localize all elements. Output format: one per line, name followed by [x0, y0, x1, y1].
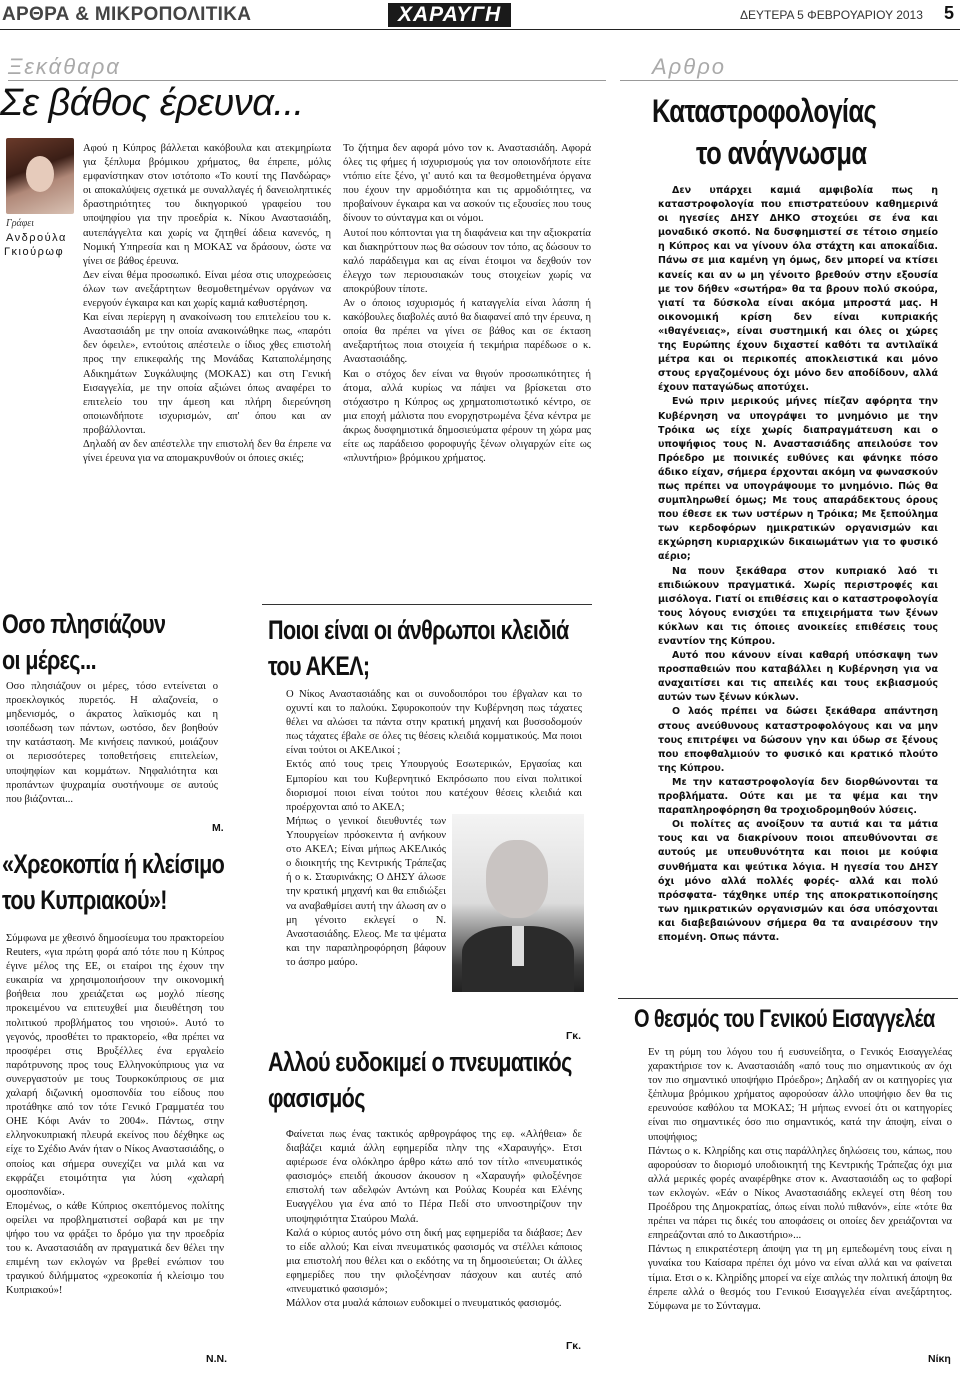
- paragraph: Εν τη ρύμη του λόγου του ή ευσυνείδητα, ο Γενικός Εισαγγελέας χαρακτήρισε τον κ. Αναστασιάδη «από τους πιο σημαντικούς αν όχι τον πιο σημαντικό υποψήφιο Πρόεδρο»; Δηλαδή αν οι κατηγορίες για ξέπλυμα βρόμικου χρήματος αφορούσαν άλλο υποψήφιο δεν θα τις ερευνούσε καθόλου τα ΜΟΚΑΣ; Ή μήπως εννοεί ότι οι κατηγορίες είναι πιο σημαντικές όσο πιο σημαντικός, κατά την άποψη, είναι ο υποψήφιος;: [648, 1047, 952, 1143]
- piece-text: [286, 1128, 582, 1311]
- brief-text-block: [6, 932, 224, 1298]
- paragraph: Πάντως η επικρατέστερη άποψη για τη μη εμπεδωμένη τους είναι η γυναίκα του Καίσαρα πρέπει όχι μόνο να είναι αλλά και να φαίνεται τίμια. Ετσι ο κ. Κληρίδης μπορεί να είχε απλώς την πολιτική άποψη θα έπρεπε αλλά ο θεσμός του Γενικού Εισαγγελέα είναι ανεξάρτητος. Σύμφωνα με το Σύνταγμα.: [648, 1244, 952, 1312]
- piece-signature: Νίκη: [928, 1353, 951, 1365]
- article-column-1: [83, 142, 331, 466]
- politician-photo: [452, 814, 584, 992]
- column-kicker-right: Αρθρο: [652, 54, 727, 79]
- face-shape: [26, 156, 54, 192]
- head-shape: [486, 840, 548, 918]
- paragraph: Σύμφωνα με χθεσινό δημοσίευμα του πρακτορείου Reuters, «για πρώτη φορά από τότε που η Κύπρος έγινε μέλος της ΕΕ, οι εταίροι της έχουν την ευκαιρία να χρησιμοποιήσουν την οικονομική βοήθεια που χρειάζεται ως μοχλό πίεσης προκειμένου να επιτευχθεί μια διευθέτηση του πολιτικού προβλήματος του νησιού». Αυτό το γεγονός, προσθέτει το πρακτορείο, «θα πρέπει να προσφέρει στις Βρυξέλλες ένα εργαλείο παρότρυνσης προς τους Ελληνοκύπριους για να συνεργαστούν με τους Τουρκοκύπριους σε μια χαλαρή διζωνική ομοσπονδία του είδους που προτάθηκε από τον τότε Γενικό Γραμματέα του ΟΗΕ Κόφι Ανάν το 2004». Πάντως, στην ελληνοκυπριακή πλευρά εκείνος που δέχθηκε ως είχε το Σχέδιο Ανάν ήταν ο Νίκος Αναστασιάδης, ο οποίος και σήμερα συνεχίζει να μιλά και να εκφράζει ετοιμότητα για λύση «χαλαρή ομοσπονδία».: [6, 933, 224, 1198]
- header-divider: [0, 29, 960, 30]
- paragraph: Δηλαδή αν δεν απέστελλε την επιστολή δεν θα έπρεπε να γίνει έρευνα για να απομακρυνθούν οι όποιες σκιές;: [83, 438, 331, 465]
- brief-title: «Χρεοκοπία ή κλείσιμο του Κυπριακού»!: [2, 849, 225, 915]
- piece-signature: Γκ.: [566, 1340, 582, 1352]
- piece-title: Αλλού ευδοκιμεί ο πνευματικός φασισμός: [268, 1047, 572, 1113]
- paragraph: Ο Νίκος Αναστασιάδης και οι συνοδοιπόροι του έβγαλαν και το οχυντί και το παλούκι. Σφυροκοπούν την Κυβέρνηση πως τάχατες θέλει να αλώσει τα πάντα στην κρατική μηχανή και βυσσοδομούν πως τάχατες έβαλε σε όλες τις θέσεις κλειδιά κομματικούς. Μα ποιοι είναι τούτοι οι ΑΚΕΛικοί ;: [286, 689, 582, 757]
- article-title: Σε βάθος έρευνα...: [0, 82, 304, 124]
- newspaper-logo: ΧΑΡΑΥΓΗ: [388, 3, 511, 27]
- paragraph: Οι πολίτες ας ανοίξουν τα αυτιά και τα μάτια τους και να διακρίνουν ποιοι απευθύνονται σε αυτούς με υπευθυνότητα και ποιοι με κούφια συνθήματα και ψεύτικα λόγια. Η ηγεσία του ΔΗΣΥ όχι μόνο αλλά πολλές φορές- αλλά και πολύ πρόσφατα- τάχθηκε υπέρ της αποκρατικοποίησης των ημικρατικών οργανισμών και όσα υπόσχονται και διαβεβαιώνουν σήμερα θα τα αναιρέσουν την επομένη. Οπως πάντα.: [658, 819, 938, 943]
- paragraph: Να πουν ξεκάθαρα στον κυπριακό λαό τι επιδιώκουν πραγματικά. Χωρίς περιστροφές και μισόλογα. Γιατί οι επιθέσεις και ο καταστροφολογία τους λόγους ενισχύει τα επιχειρήματα των ξένων κύκλων και τις όποιες ανοικείες επιθέσεις τους εναντίον της Κύπρου.: [658, 565, 938, 647]
- author-last-name: Γκιούρωφ: [4, 246, 65, 258]
- piece-title: Ποιοι είναι οι άνθρωποι κλειδιά του ΑΚΕΛ;: [268, 615, 569, 681]
- paragraph: Πάντως ο κ. Κληρίδης και στις παράλληλες δηλώσεις του, κάπως, που αφορούσαν το διορισμό υποδιοικητή της Κεντρικής Τράπεζας όχι μια αλλά μερικές φορές αναφέρθηκε στον κ. Αναστασιάδη ως το φαβορί των εκλογών. «Εάν ο Νίκος Αναστασιάδης εκλεγεί στη θέση του Προέδρου της Δημοκρατίας, όπως είναι πολύ πιθανόν», είπε «τότε θα πρέπει να πάρει τις δικές του αποφάσεις οι οποίες δεν χρειάζονται να επηρεάζονται από το Δικαστήριο»...: [648, 1145, 952, 1242]
- brief-signature: Μ.: [212, 822, 224, 834]
- page-number: 5: [944, 3, 955, 23]
- piece-text: [286, 688, 582, 815]
- paragraph: Αφού η Κύπρος βάλλεται κακόβουλα και ατεκμηρίωτα για ξέπλυμα βρόμικου χρήματος, θα έπρεπε, μόλις εμφανίστηκαν στον ιστότοπο «Το κουτί της Πανδώρας» οι αποκαλύψεις σχετικά με συναλλαγές ή δανειοληπτικές δραστηριότητες του δικηγορικού γραφείου του υποψηφίου για την προεδρία κ. Νίκου Αναστασιάδη, αυτεπάγγελτα και χωρίς να ζητηθεί άδεια κανενός, η Νομική Υπηρεσία και η ΜΟΚΑΣ να δράσουν, ώστε να γίνει σε βάθος έρευνα.: [83, 143, 331, 267]
- byline-label: Γράφει: [6, 218, 34, 229]
- opinion-title-line-2: το ανάγνωσμα: [696, 135, 867, 171]
- opinion-text: [658, 184, 938, 945]
- paragraph: Και ο στόχος δεν είναι να θιγούν προσωπικότητες ή άτομα, αλλά κυρίως να πάψει να βρίσκεται στο στόχαστρο η Κύπρος ως χρηματοπιστωτικό κέντρο, σε μια εποχή μάλιστα που ενορχηστρωμένα ξένα κέντρα με άκρως δυσφημιστικά δημοσιεύματα φέρουν τη χώρα μας είτε ως παράδεισο φοροφυγής ξένων ολιγαρχών είτε ως «πλυντήριο» βρόμικου χρήματος.: [343, 368, 591, 465]
- piece-signature: Γκ.: [566, 1030, 582, 1042]
- paragraph: Και είναι περίεργη η ανακοίνωση του επιτελείου του κ. Αναστασιάδη με την οποία ανακοινώθηκε πως, «παρότι δεν όφειλε», εντούτοις απέστειλε ο ίδιος χθες επιστολή προς την επικεφαλής της Μονάδας Καταπολέμησης Αδικημάτων Συγκάλυψης (ΜΟΚΑΣ) και στη Γενική Εισαγγελία, με την οποία αξιώνει όπως αναφέρει το επιτελείο του την άμεση και πλήρη διερεύνηση οποιωνδήποτε ισχυρισμών, απ' όπου και αν προβάλλονται.: [83, 312, 331, 436]
- piece-title: Ο θεσμός του Γενικού Εισαγγελέα: [634, 1005, 935, 1033]
- author-first-name: Ανδρούλα: [6, 232, 67, 244]
- author-photo: [6, 138, 74, 214]
- piece-divider: [618, 998, 958, 999]
- issue-date: ΔΕΥΤΕΡΑ 5 ΦΕΒΡΟΥΑΡΙΟΥ 2013: [740, 8, 923, 22]
- paragraph: Αυτό που κάνουν είναι καθαρή υπόσκαψη των προσπαθειών που καταβάλλει η Κυβέρνηση για να αναχαιτίσει και τις απειλές και τους εκβιασμούς αυτών των ξένων κύκλων.: [658, 650, 938, 704]
- paragraph: Καλά ο κύριος αυτός μόνο στη δική μας εφημερίδα τα διάβασε; Δεν το είδε αλλού; Και είναι πνευματικός φασισμός να στέλλει κάποιος μια επιστολή που θέλει και ο εκδότης να τη δημοσιεύεται; Οι άλλες εφημερίδες που την φιλοξένησαν πάσχουν και αυτές από «πνευματικό φασισμό»;: [286, 1227, 582, 1296]
- paragraph: Μάλλον στα μυαλά κάποιων ευδοκιμεί ο πνευματικός φασισμός.: [286, 1298, 562, 1310]
- brief-text: Οσο πλησιάζουν οι μέρες, τόσο εντείνεται ο προεκλογικός πυρετός. Η αλαζονεία, ο μηδενισμός, ο άκρατος λαϊκισμός και η ισοπέδωση των πάντων, ωστόσο, δεν βοηθούν την κατάσταση. Με κινήσεις πανικού, μοιάζουν οι περισσότερες τοποθετήσεις επιτελείων, υποψηφίων και κομμάτων. Νηφαλιότητα και προπάντων ψυχραιμία συστήνουμε σε αυτούς που βιάζονται...: [6, 681, 218, 805]
- paragraph: Επομένως, ο κάθε Κύπριος σκεπτόμενος πολίτης οφείλει να προβληματιστεί σοβαρά και με την ψήφο του να φράξει το δρόμο για την προεδρία του κ. Αναστασιάδη αν πραγματικά δεν θέλει την επιμένη των εκλογών να βρεθεί ενώπιον του τραγικού διλήμματος «χρεοκοπία ή κλείσιμο του Κυπριακού»!: [6, 1200, 224, 1297]
- page-header: [0, 0, 960, 30]
- piece-divider: [262, 604, 592, 605]
- kicker-rule: [8, 80, 606, 81]
- paragraph: Με την καταστροφολογία δεν διορθώνονται τα προβλήματα. Ούτε και με τα ψέμα και την παραπληροφόρηση θα τροχιοδρομηθούν λύσεις.: [658, 776, 938, 817]
- paragraph: Ο λαός πρέπει να δώσει ξεκάθαρα απάντηση στους ανεύθυνους καταστροφολόγους και να μην τους επιτρέψει να δώσουν γην και ύδωρ σε ξένους που εποφθαλμιούν το φυσικό και κρατικό πλούτο της Κύπρου.: [658, 706, 938, 774]
- paragraph: Δεν υπάρχει καμιά αμφιβολία πως η καταστροφολογία που επιστρατεύουν καθημερινά οι ηγεσίες ΔΗΣΥ ΔΗΚΟ στοχεύει σε ένα και μοναδικό σκοπό. Να δυσφημιστεί σε τέτοιο σημείο η Κύπρος και να γίνουν όλα στάχτη και αποκαΐδια. Πάνω σε μια καμένη γη όμως, δεν μπορεί να κτίσει κανείς και αν ω μη γένοιτο βρεθούν στην εξουσία με τον δήθεν «σωτήρα» θα τα βρουν πολύ σκούρα, γιατί τα δύσκολα είναι ακόμα μπροστά μας. Η οικονομική κρίση δεν είναι κυπριακής «ιθαγένειας», είναι συστημική και όλες οι χώρες της Ευρώπης έχουν διχαστεί καθότι τα αντιλαϊκά μέτρα και οι περικοπές αποκλειστικά και μόνο στους εργαζομένους όχι μόνο δεν αποδίδουν, αλλά έχουν παταγώδως αποτύχει.: [658, 185, 938, 394]
- section-title: ΑΡΘΡΑ & ΜΙΚΡΟΠΟΛΙΤΙΚΑ: [2, 4, 252, 25]
- paragraph: Δεν είναι θέμα προσωπικό. Είναι μέσα στις υποχρεώσεις όλων των ανεξάρτητων θεσμοθετημένων οργάνων να ενεργούν έγκαιρα και και χωρίς καμιά καθυστέρηση.: [83, 269, 331, 310]
- paragraph: Φαίνεται πως ένας τακτικός αρθρογράφος της εφ. «Αλήθεια» δε διαβάζει καμιά άλλη εφημερίδα πλην της «Χαραυγής». Ετσι αφιέρωσε ένα ολόκληρο άρθρο κάτω από τον τίτλο «πνευματικός φασισμός» επειδή άκουσον άκουσον η «Χαραυγή» φιλοξένησε επιστολή των αδελφών Αντώνη και Ρούλας Κουρέα και Ελένης Ευαγγέλου για ένα από το Πέρα Πεδί στο υπνοστηρίζουν την υποψηφιότητα Σταύρου Μαλά.: [286, 1129, 582, 1225]
- paragraph: Εκτός από τους τρεις Υπουργούς Εσωτερικών, Εργασίας και Εμπορίου και του Κυβερνητικό Εκπρόσωπο που είναι πολιτικοί διορισμοί ποιοι είναι τούτοι που κατέχουν θέσεις κλειδιά και προέρχονται από το ΑΚΕΛ;: [286, 759, 582, 813]
- brief-signature: Ν.Ν.: [206, 1353, 227, 1365]
- shirt-shape: [512, 926, 524, 966]
- piece-text-narrow: Μήπως ο γενικοί διευθυντές των Υπουργείων πρόσκειντα ή ανήκουν στο ΑΚΕΛ; Είναι μήπως ΑΚΕΛικός ο διοικητής της Κεντρικής Τράπεζας ή ο κ. Σταυρινάκης; Ο ΔΗΣΥ άλωσε την κρατική μηχανή και θα επιδιώξει να αναβαθμίσει αυτή την άλωση αν ο μη γένοιτο εκλεγεί ο Ν. Αναστασιάδης. Ελεος. Με τα ψέματα και την παραπληροφόρηση βάφουν το άσπρο μαύρο.: [286, 816, 446, 968]
- paragraph: Αν ο όποιος ισχυρισμός ή καταγγελία είναι λάσπη ή κακόβουλες διαβολές αυτό θα διαφανεί από την έρευνα, η οποία θα πρέπει να γίνει σε βάθος και σε έκταση ανεξαρτήτως ποια στοιχεία ή τεκμήρια παρέδωσε ο κ. Αναστασιάδης.: [343, 298, 591, 366]
- paragraph: Το ζήτημα δεν αφορά μόνο τον κ. Αναστασιάδη. Αφορά όλες τις φήμες ή ισχυρισμούς για τον οποιονδήποτε είτε ντόπιο είτε ξένο, γι' αυτό και τα θεσμοθετημένα όργανα που έχουν την αρμοδιότητα και τις αρμοδιότητες, να προβαίνουν έγκαιρα και να ασκούν τις εξουσίες που τους δίνουν το σύνταγμα και οι νόμοι.: [343, 143, 591, 225]
- column-kicker-left: Ξεκάθαρα: [8, 54, 121, 79]
- paragraph: Αυτοί που κόπτονται για τη διαφάνεια και την αξιοκρατία και διακηρύττουν πως θα σώσουν τον τόπο, ας δώσουν το καλό παράδειγμα και ας είναι έτοιμοι να δεχθούν τον έλεγχο των περιουσιακών τους στοιχείων χωρίς να αποκρύβουν τίποτε.: [343, 227, 591, 295]
- opinion-title-line-1: Καταστροφολογίας: [652, 93, 877, 129]
- piece-text: [648, 1046, 952, 1314]
- brief-title: Οσο πλησιάζουν οι μέρες...: [2, 609, 166, 675]
- paragraph: Ενώ πριν μερικούς μήνες πίεζαν αφόρητα την Κυβέρνηση να υπογράψει το μνημόνιο με την Τρόικα ως είχε χωρίς διαπραγμάτευση και ο υποψήφιος τους Ν. Αναστασιάδης απειλούσε τον Πρόεδρο με ποινικές ευθύνες και φάνηκε πόσο άδικο είχαν, σήμερα έρχονται ακόμη να φωνασκούν πως πρέπει να υπογράψουμε το μνημόνιο. Πώς θα συμπληρωθεί όμως; Με τους απαράδεκτους όρους που έθεσε εκ των υστέρων η Τρόικα; Με ξεπούλημα των κερδοφόρων ημικρατικών οργανισμών και εκχώρηση κυριαρχικών δικαιωμάτων για το φυσικό αέριο;: [658, 396, 938, 563]
- article-column-2: [343, 142, 591, 466]
- kicker-rule: [620, 80, 958, 81]
